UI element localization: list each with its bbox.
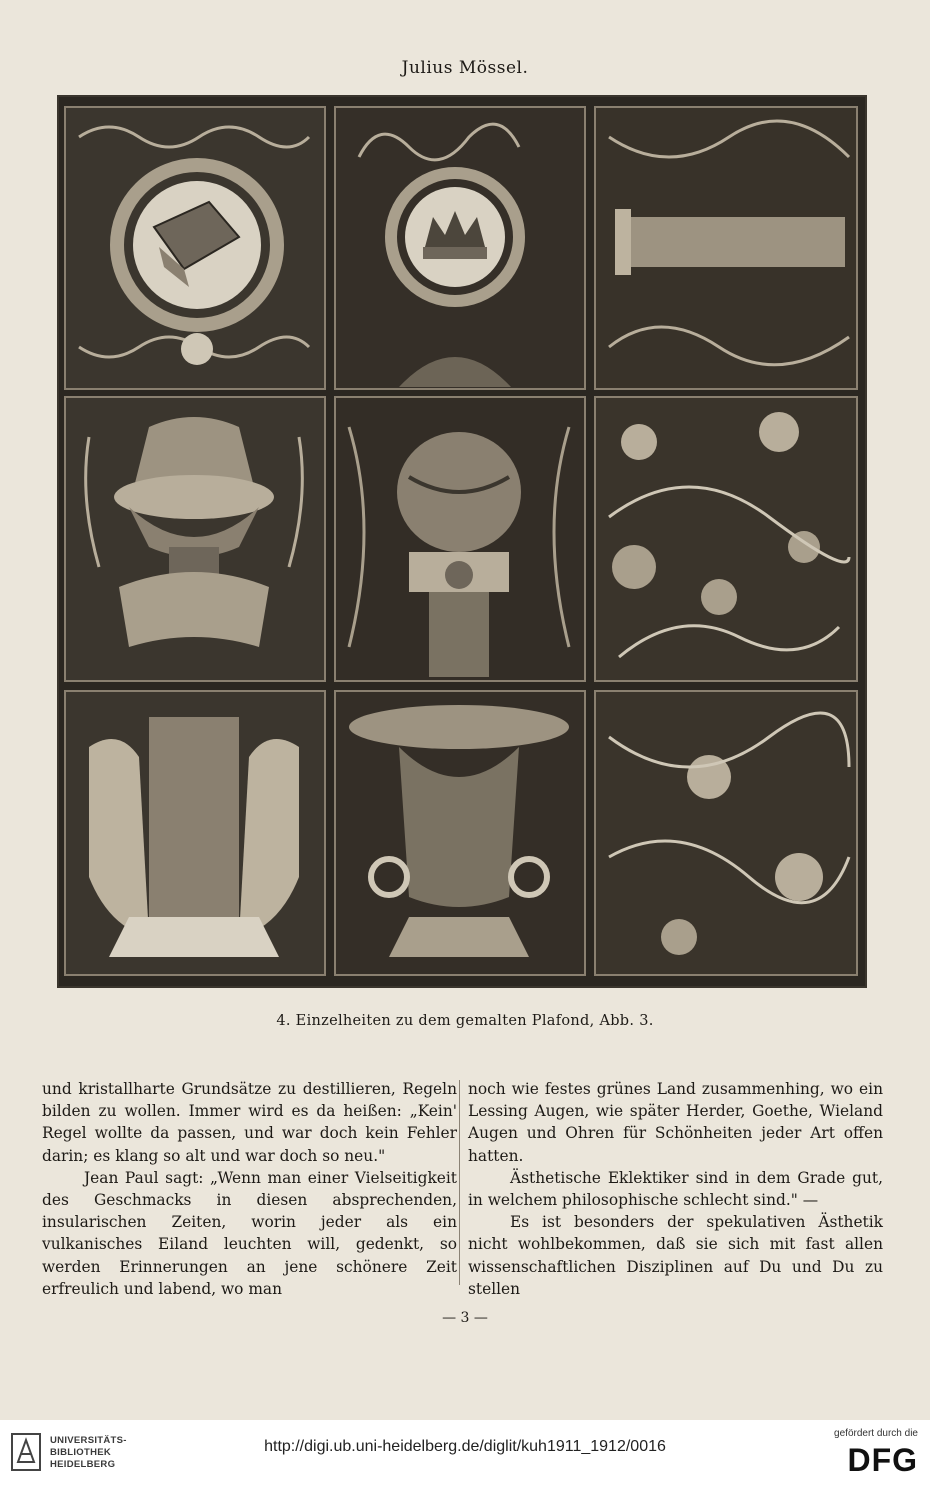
paragraph: und kristallharte Grundsätze zu destillieren, Regeln bilden zu wollen. Immer wird es da heißen: „Kein' Regel wollte da passen, und war doch kein Fehler darin; es klang so alt und war doch so neu." <box>42 1080 457 1165</box>
page-number: — 3 — <box>442 1310 488 1326</box>
source-url-link[interactable]: http://digi.ub.uni-heidelberg.de/diglit/kuh1911_1912/0016 <box>264 1438 666 1455</box>
figure-caption: 4. Einzelheiten zu dem gemalten Plafond, Abb. 3. <box>276 1013 654 1029</box>
institution-name: UNIVERSITÄTS- BIBLIOTHEK HEIDELBERG <box>50 1435 127 1470</box>
paragraph: Jean Paul sagt: „Wenn man einer Vielseitigkeit des Geschmacks in diesen absprechenden, insularischen Zeiten, worin jeder als ein vulkanisches Eiland leuchten will, gedenkt, so werden Erinnerungen an jene schönere Zeit erfreulich und labend, wo man <box>42 1168 457 1298</box>
panel-book-in-wreath <box>65 107 325 389</box>
paragraph: Ästhetische Eklektiker sind in dem Grade gut, in welchem philosophische schlecht sind." — <box>468 1168 883 1210</box>
column-divider <box>459 1080 460 1285</box>
funding-note: gefördert durch die <box>834 1428 918 1439</box>
panel-grapevine-lower <box>595 691 857 975</box>
paragraph: Es ist besonders der spekulativen Ästhetik nicht wohlbekommen, daß sie sich mit fast allen wissenschaftlichen Disziplinen auf Du und Du zu stellen <box>468 1213 883 1298</box>
panel-vase-with-masks <box>335 397 585 681</box>
panel-grapevine <box>595 397 857 681</box>
footer-bar <box>0 1420 930 1485</box>
text-column-left <box>42 1078 457 1300</box>
text-column-right <box>468 1078 883 1300</box>
ceiling-panels-illustration <box>57 95 867 988</box>
panel-fountain-bowl <box>335 691 585 975</box>
running-head: Julius Mössel. <box>401 58 529 78</box>
paragraph: noch wie festes grünes Land zusammenhing, wo ein Lessing Augen, wie später Herder, Goethe, Wieland Augen und Ohren für Schönheiten jeder Art offen hatten. <box>468 1080 883 1165</box>
dfg-logo: DFG <box>847 1442 918 1478</box>
panel-crown-in-wreath <box>335 107 585 389</box>
panel-column-with-vines <box>595 107 857 389</box>
panel-cornucopias <box>65 691 325 975</box>
panel-urn-with-garlands <box>65 397 325 681</box>
